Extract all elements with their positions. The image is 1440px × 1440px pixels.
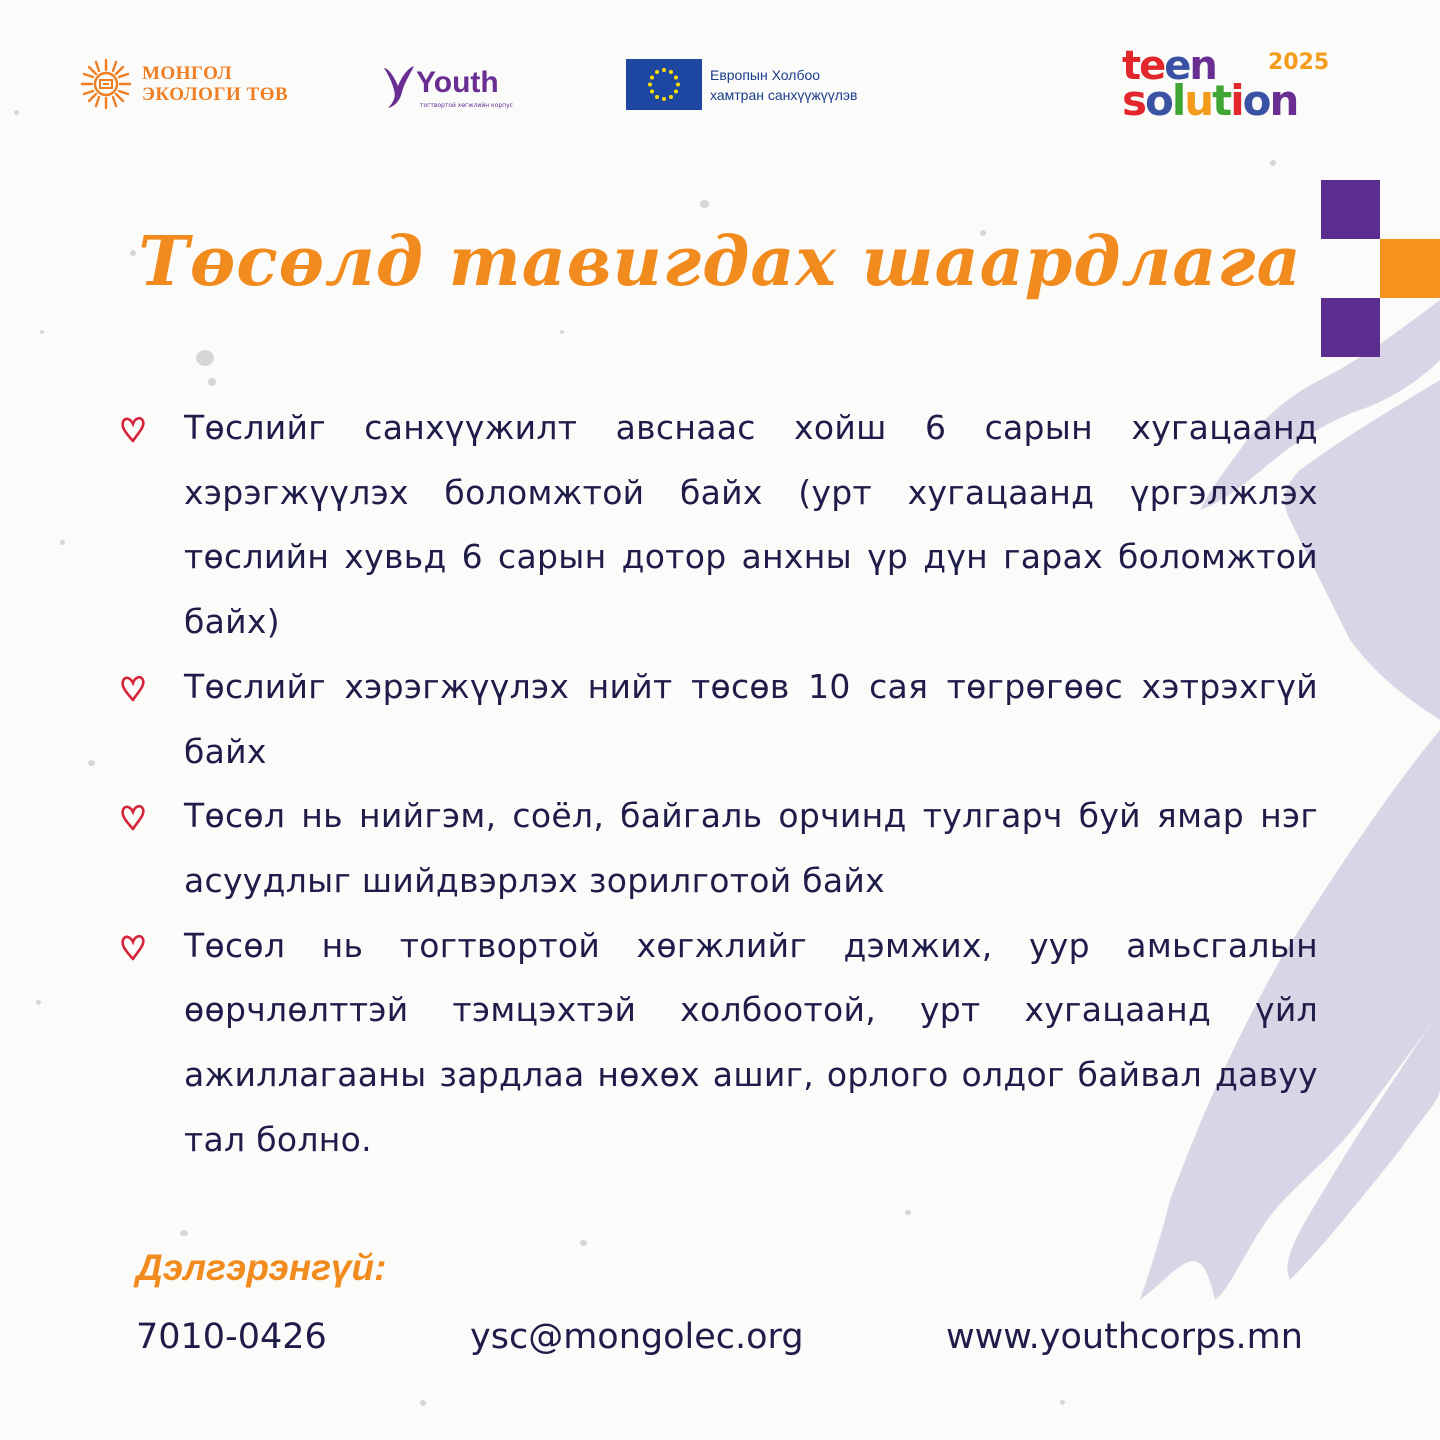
heart-icon bbox=[118, 414, 148, 444]
page-title: Төсөлд тавигдах шаардлага bbox=[138, 222, 1302, 302]
teen-logo-row2: solution bbox=[1122, 76, 1298, 125]
mec-logo-line1: МОНГОЛ bbox=[142, 63, 233, 84]
eu-cofunded-logo bbox=[626, 59, 858, 110]
teen-solution-logo bbox=[1120, 43, 1348, 128]
heart-icon bbox=[118, 802, 148, 832]
requirement-text: Төслийг санхүүжилт авснаас хойш 6 сарын хугацаанд хэрэгжүүлэх боломжтой байх (урт хугацаанд үргэлжлэх төслийн хувьд 6 сарын дотор анхны үр дүн гарах боломжтой байх) bbox=[184, 408, 1318, 642]
list-item bbox=[118, 784, 1318, 913]
requirement-text: Төсөл нь нийгэм, соёл, байгаль орчинд тулгарч буй ямар нэг асуудлыг шийдвэрлэх зорилготой байх bbox=[184, 796, 1318, 900]
eu-logo-line2: хамтран санхүүжүүлэв bbox=[710, 86, 858, 103]
y-mark-icon bbox=[380, 62, 420, 110]
youth-corps-logo bbox=[380, 62, 513, 114]
heart-icon bbox=[118, 932, 148, 962]
contact-phone[interactable]: 7010-0426 bbox=[136, 1317, 327, 1357]
more-info-label: Дэлгэрэнгүй: bbox=[136, 1247, 387, 1288]
contact-email[interactable]: ysc@mongolec.org bbox=[470, 1317, 804, 1357]
youth-logo-name: Youth bbox=[416, 66, 499, 99]
list-item bbox=[118, 914, 1318, 1173]
teen-logo-year: 2025 bbox=[1268, 50, 1330, 75]
list-item bbox=[118, 655, 1318, 784]
sun-icon bbox=[80, 58, 132, 110]
heart-icon bbox=[118, 673, 148, 703]
youth-logo-subtitle: тогтвортой хөгжлийн корпус bbox=[420, 102, 513, 109]
teen-logo-row1: teen bbox=[1122, 43, 1216, 89]
eu-logo-line1: Европын Холбоо bbox=[710, 66, 821, 83]
requirement-text: Төсөл нь тогтвортой хөгжлийг дэмжих, уур амьсгалын өөрчлөлттэй тэмцэхтэй холбоотой, урт хугацаанд үйл ажиллагааны зардлаа нөхөх ашиг, орлого олдог байвал давуу тал болно. bbox=[184, 925, 1318, 1159]
purple-square-bottom bbox=[1321, 298, 1380, 357]
requirements-list bbox=[118, 396, 1318, 1172]
mongol-ecology-center-logo bbox=[80, 58, 288, 110]
requirement-text: Төслийг хэрэгжүүлэх нийт төсөв 10 сая төгрөгөөс хэтрэхгүй байх bbox=[184, 666, 1318, 771]
list-item bbox=[118, 396, 1318, 655]
mec-logo-line2: ЭКОЛОГИ ТӨВ bbox=[142, 84, 289, 105]
contact-website[interactable]: www.youthcorps.mn bbox=[946, 1317, 1303, 1357]
eu-flag-icon bbox=[626, 59, 702, 110]
